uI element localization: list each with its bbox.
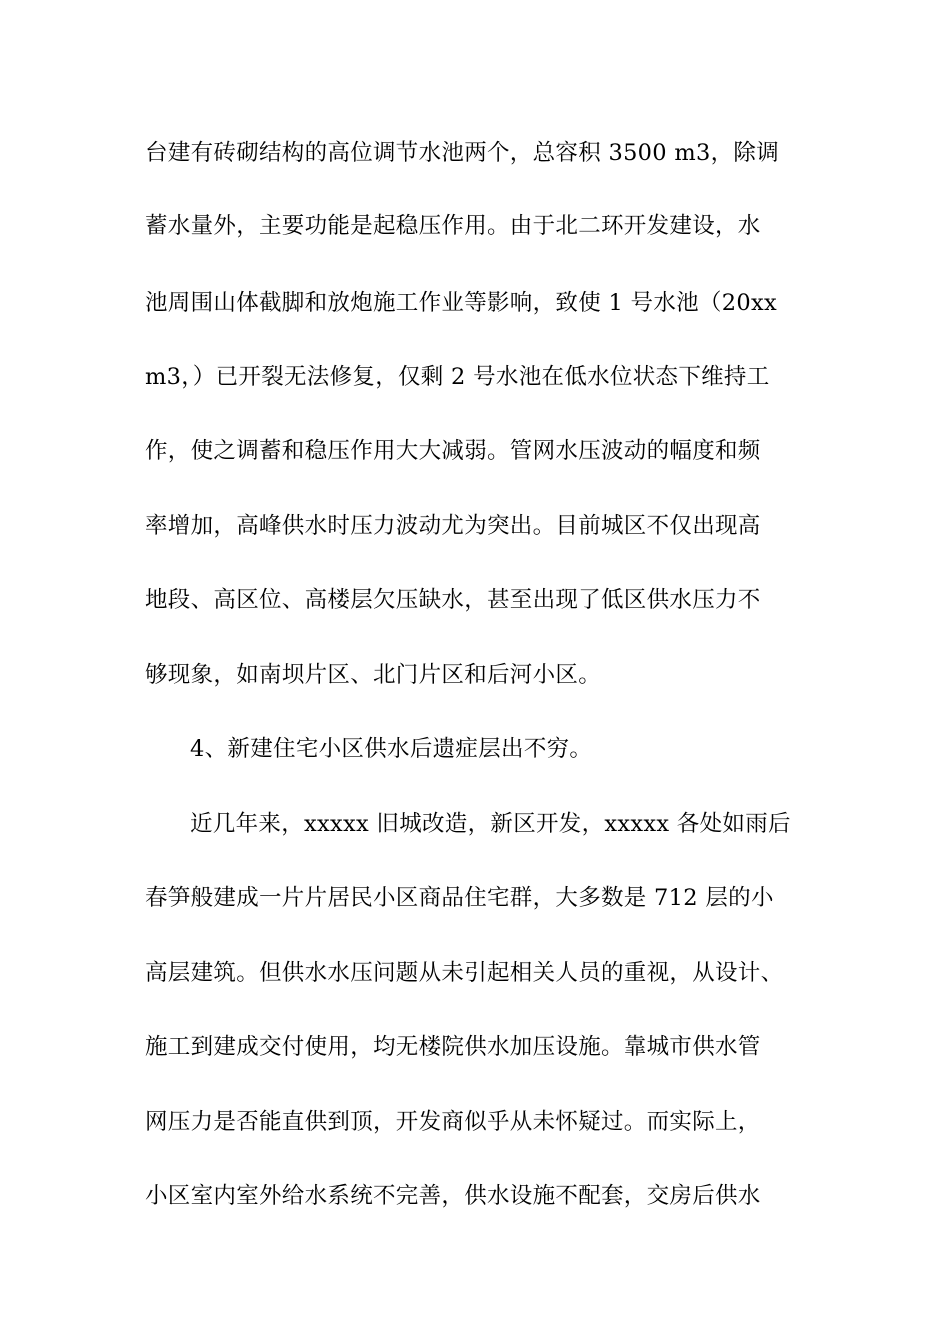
text-line: 蓄水量外，主要功能是起稳压作用。由于北二环开发建设，水	[145, 213, 761, 239]
text-line: 地段、高区位、高楼层欠压缺水，甚至出现了低区供水压力不	[145, 587, 761, 613]
text-line: 施工到建成交付使用，均无楼院供水加压设施。靠城市供水管	[145, 1034, 761, 1060]
text-line: 台建有砖砌结构的高位调节水池两个，总容积 3500 m3，除调	[145, 140, 780, 166]
text-line: 春笋般建成一片片居民小区商品住宅群，大多数是 712 层的小	[145, 885, 774, 911]
text-line: 作，使之调蓄和稳压作用大大减弱。管网水压波动的幅度和频	[145, 438, 761, 464]
text-line: 近几年来，xxxxx 旧城改造，新区开发，xxxxx 各处如雨后	[190, 811, 791, 837]
text-line: 高层建筑。但供水水压问题从未引起相关人员的重视，从设计、	[145, 960, 784, 986]
text-line: 小区室内室外给水系统不完善，供水设施不配套，交房后供水	[145, 1183, 761, 1209]
section-heading: 4、新建住宅小区供水后遗症层出不穷。	[190, 736, 593, 762]
text-line: m3，）已开裂无法修复，仅剩 2 号水池在低水位状态下维持工	[145, 364, 770, 390]
text-line: 够现象，如南坝片区、北门片区和后河小区。	[145, 662, 602, 688]
text-line: 网压力是否能直供到顶，开发商似乎从未怀疑过。而实际上，	[145, 1109, 761, 1135]
text-line: 池周围山体截脚和放炮施工作业等影响，致使 1 号水池（20xx	[145, 290, 777, 316]
text-line: 率增加，高峰供水时压力波动尤为突出。目前城区不仅出现高	[145, 513, 761, 539]
